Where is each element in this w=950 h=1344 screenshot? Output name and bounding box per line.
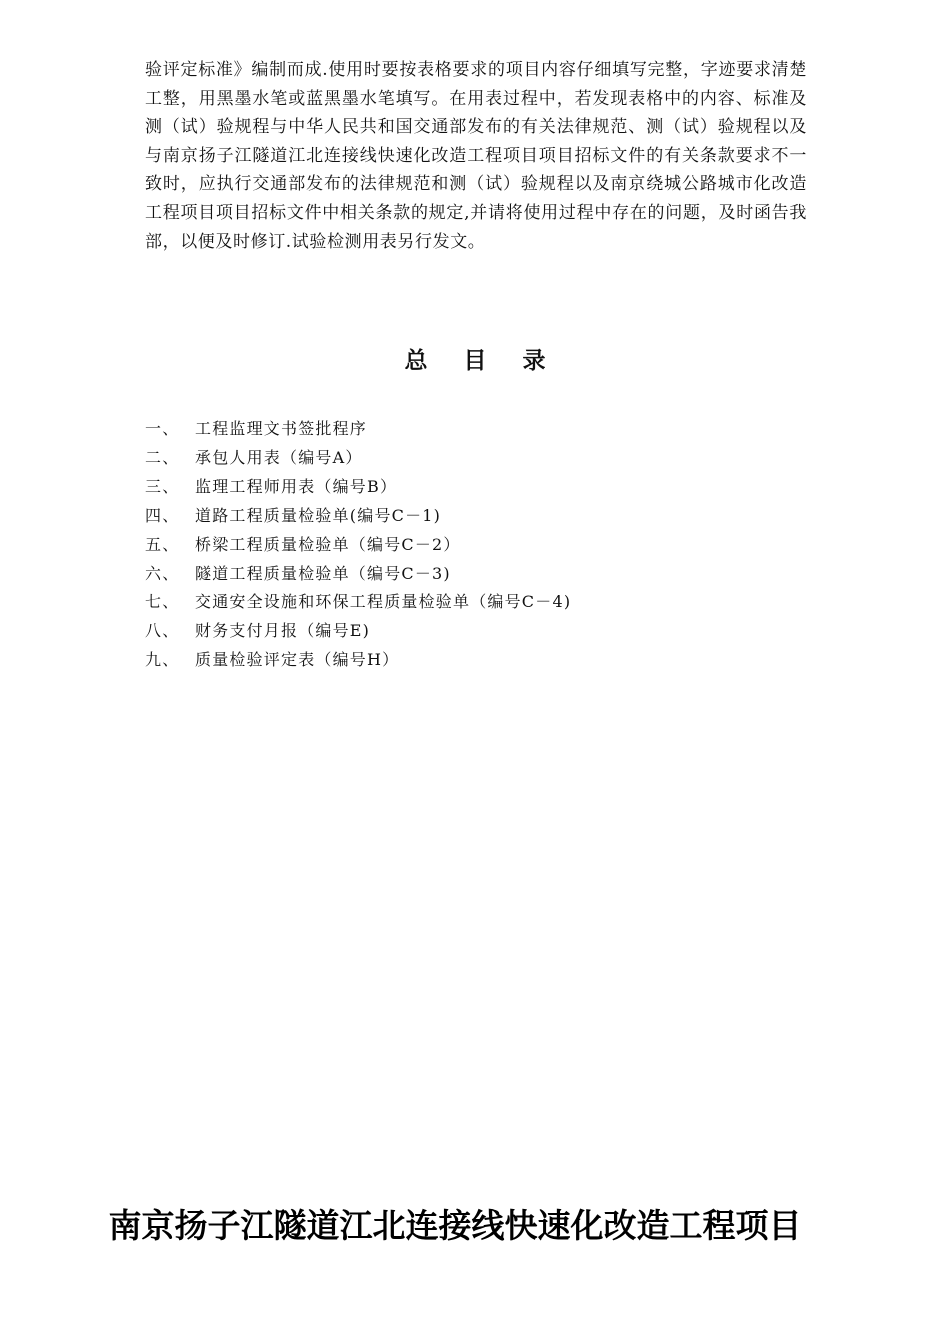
toc-item-text: 承包人用表（编号A） [195,447,363,467]
toc-title: 总目录 [404,348,582,374]
toc-item-number: 一、 [145,419,180,438]
toc-item-number: 二、 [145,447,180,467]
toc-item [145,560,571,589]
toc-item [145,646,571,675]
toc-item-text: 监理工程师用表（编号B） [195,476,398,496]
toc-item-number: 五、 [145,534,180,554]
intro-paragraph: 验评定标准》编制而成.使用时要按表格要求的项目内容仔细填写完整，字迹要求清楚工整，用黑墨水笔或蓝黑墨水笔填写。在用表过程中，若发现表格中的内容、标准及测（试）验规程与中华人民共和国交通部发布的有关法律规范、测（试）验规程以及与南京扬子江隧道江北连接线快速化改造工程项目项目招标文件的有关条款要求不一致时，应执行交通部发布的法律规范和测（试）验规程以及南京绕城公路城市化改造工程项目项目招标文件中相关条款的规定,并请将使用过程中存在的问题，及时函告我部，以便及时修订.试验检测用表另行发文。 [145,60,807,252]
toc-item-text: 交通安全设施和环保工程质量检验单（编号C－4) [195,592,572,612]
toc-item-number: 四、 [145,505,180,525]
toc-item-text: 隧道工程质量检验单（编号C－3) [195,563,451,583]
toc-list [145,415,571,675]
toc-item-number: 三、 [145,476,180,496]
project-title: 南京扬子江隧道江北连接线快速化改造工程项目 [108,1206,802,1245]
intro-section [145,56,807,256]
toc-item-text: 工程监理文书签批程序 [195,419,368,438]
toc-item [145,415,571,444]
toc-item [145,588,571,617]
toc-item-text: 道路工程质量检验单(编号C－1) [195,505,442,525]
toc-item-text: 财务支付月报（编号E) [195,621,371,641]
toc-item [145,473,571,502]
toc-item-number: 六、 [145,563,180,583]
toc-item-text: 桥梁工程质量检验单（编号C－2） [195,534,461,554]
toc-item-number: 七、 [145,592,180,612]
toc-item [145,502,571,531]
toc-item-number: 八、 [145,621,180,641]
toc-item [145,444,571,473]
toc-item [145,617,571,646]
toc-item-text: 质量检验评定表（编号H） [195,650,400,670]
toc-item-number: 九、 [145,650,180,670]
toc-item [145,531,571,560]
